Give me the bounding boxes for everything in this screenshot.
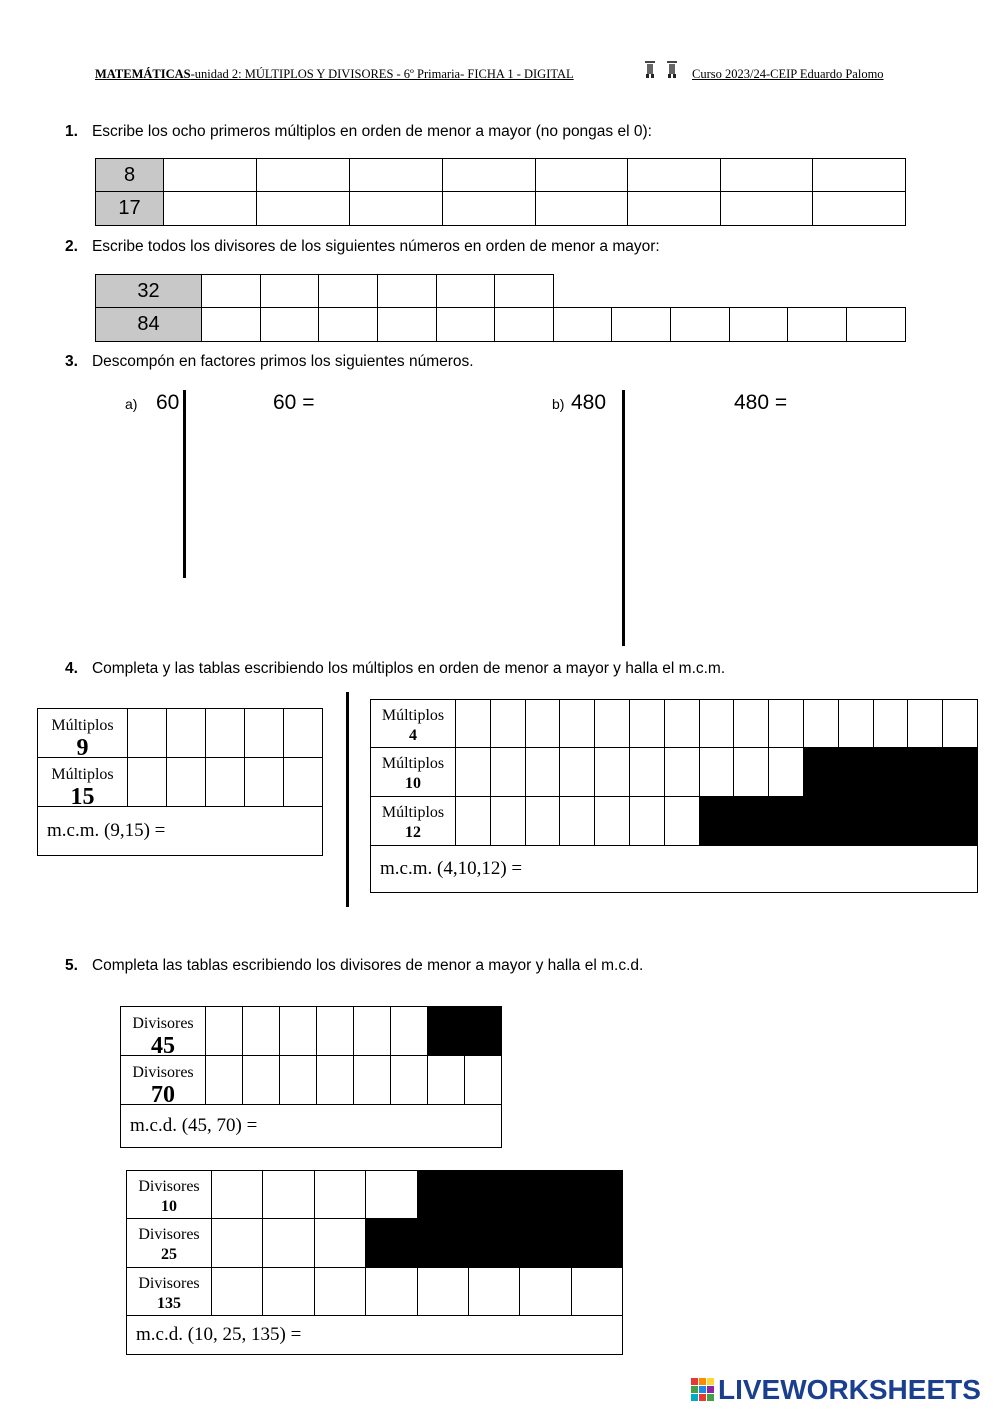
- q4-left-row-title: Múltiplos: [51, 766, 114, 783]
- q3-b-division-line: [622, 390, 625, 646]
- q4-right-blocked-cell: [907, 747, 943, 797]
- q4-right-blocked-cell: [803, 796, 839, 846]
- q5-t1-row-title: Divisores: [132, 1015, 194, 1032]
- q2-answer-cell[interactable]: [611, 307, 671, 342]
- q5-t1-answer-cell[interactable]: [242, 1006, 280, 1056]
- q1-answer-cell[interactable]: [349, 158, 443, 192]
- q5-t2-answer-cell[interactable]: [262, 1267, 314, 1316]
- q4-right-answer-cell[interactable]: [907, 699, 943, 748]
- q2-number: 2.: [65, 238, 78, 255]
- q5-t2-row-label: [126, 1267, 212, 1316]
- q5-t1-row-number: 45: [151, 1033, 175, 1059]
- q5-t1-answer-cell[interactable]: [279, 1006, 317, 1056]
- q4-separator-line: [346, 692, 349, 907]
- q2-answer-cell[interactable]: [436, 307, 495, 342]
- header-unit: -unidad 2: MÚLTIPLOS Y DIVISORES - 6º Primaria- FICHA 1 - DIGITAL: [190, 67, 574, 81]
- q2-answer-cell[interactable]: [318, 307, 378, 342]
- q1-answer-cell[interactable]: [163, 158, 257, 192]
- q1-answer-cell[interactable]: [256, 191, 350, 226]
- q4-right-answer-cell[interactable]: [664, 699, 700, 748]
- q2-answer-cell[interactable]: [494, 274, 554, 308]
- q2-answer-cell[interactable]: [201, 274, 261, 308]
- q4-right-blocked-cell: [873, 796, 909, 846]
- q4-right-answer-cell[interactable]: [768, 699, 804, 748]
- q4-right-row-label: [370, 747, 456, 797]
- q5-t2-answer-cell[interactable]: [365, 1170, 417, 1219]
- q4-right-answer-cell[interactable]: [525, 747, 561, 797]
- q5-t2-blocked-cell: [468, 1170, 520, 1219]
- q5-t2-row-label: [126, 1218, 212, 1268]
- q5-t2-blocked-cell: [571, 1170, 623, 1219]
- q4-right-blocked-cell: [873, 747, 909, 797]
- q4-right-answer-cell[interactable]: [838, 699, 874, 748]
- q2-instruction: [65, 238, 660, 256]
- q2-answer-cell[interactable]: [494, 307, 554, 342]
- q4-left-answer-cell[interactable]: [283, 757, 323, 807]
- q1-answer-cell[interactable]: [349, 191, 443, 226]
- q4-right-answer-cell[interactable]: [455, 796, 491, 846]
- q4-instruction: [65, 660, 725, 678]
- q4-right-blocked-cell: [803, 747, 839, 797]
- q5-t2-answer-cell[interactable]: [571, 1267, 623, 1316]
- q5-t1-row-title: Divisores: [132, 1064, 194, 1081]
- q4-left-answer-cell[interactable]: [205, 708, 245, 758]
- q4-left-row-label: [37, 757, 128, 810]
- q4-right-row-title: Múltiplos: [381, 804, 445, 821]
- q4-right-answer-cell[interactable]: [594, 699, 630, 748]
- q2-text: Escribe todos los divisores de los siguientes números en orden de menor a mayor:: [91, 238, 660, 255]
- q4-left-answer-cell[interactable]: [166, 708, 206, 758]
- liveworksheets-logo-icon: [690, 1377, 716, 1403]
- q4-right-row-title: Múltiplos: [381, 755, 445, 772]
- q2-row-label: 84: [95, 307, 202, 342]
- q4-right-answer-cell[interactable]: [594, 796, 630, 846]
- q5-t1-answer-cell[interactable]: [464, 1055, 502, 1105]
- q4-right-blocked-cell: [942, 796, 978, 846]
- q4-right-answer-cell[interactable]: [733, 747, 769, 797]
- header-subject: MATEMÁTICAS: [95, 67, 191, 81]
- q5-t2-result-label: m.c.d. (10, 25, 135) =: [136, 1324, 302, 1345]
- q3-a-result[interactable]: 60 =: [273, 391, 315, 414]
- q5-t2-blocked-cell: [468, 1218, 520, 1268]
- q2-answer-cell[interactable]: [729, 307, 788, 342]
- q4-left-answer-cell[interactable]: [283, 708, 323, 758]
- q4-right-answer-cell[interactable]: [490, 699, 526, 748]
- q4-right-blocked-cell: [907, 796, 943, 846]
- q5-t2-answer-cell[interactable]: [211, 1218, 263, 1268]
- q4-left-answer-cell[interactable]: [166, 757, 206, 807]
- q5-t2-answer-cell[interactable]: [262, 1170, 314, 1219]
- q5-t2-answer-cell[interactable]: [211, 1170, 263, 1219]
- q4-right-row-label: [370, 796, 456, 846]
- q5-t2-blocked-cell: [417, 1218, 469, 1268]
- q5-t2-blocked-cell: [519, 1170, 571, 1219]
- q5-t1-answer-cell[interactable]: [316, 1006, 354, 1056]
- q5-t2-row-title: Divisores: [138, 1275, 200, 1292]
- q4-left-answer-cell[interactable]: [127, 757, 167, 807]
- q4-right-answer-cell[interactable]: [629, 699, 665, 748]
- q5-t2-row-title: Divisores: [138, 1226, 200, 1243]
- q5-t1-answer-cell[interactable]: [316, 1055, 354, 1105]
- q4-right-answer-cell[interactable]: [559, 796, 595, 846]
- q5-t1-answer-cell[interactable]: [390, 1006, 428, 1056]
- q3-b-number: 480: [571, 391, 607, 414]
- q3-a-number: 60: [156, 391, 180, 414]
- q3-a-division-line: [183, 390, 186, 578]
- q5-t2-answer-cell[interactable]: [314, 1170, 366, 1219]
- q4-right-answer-cell[interactable]: [490, 747, 526, 797]
- q4-left-result-row[interactable]: [37, 806, 323, 856]
- q4-right-answer-cell[interactable]: [803, 699, 839, 748]
- q4-right-answer-cell[interactable]: [629, 796, 665, 846]
- q4-right-answer-cell[interactable]: [594, 747, 630, 797]
- q5-t2-row-label: [126, 1170, 212, 1219]
- q5-text: Completa las tablas escribiendo los divisores de menor a mayor y halla el m.c.d.: [91, 957, 644, 974]
- q4-left-row-number: 9: [76, 735, 89, 761]
- q4-right-answer-cell[interactable]: [559, 747, 595, 797]
- q4-right-blocked-cell: [699, 796, 735, 846]
- q1-answer-cell[interactable]: [627, 158, 721, 192]
- q1-row-label: 8: [95, 158, 164, 192]
- q1-answer-cell[interactable]: [720, 191, 813, 226]
- q4-right-answer-cell[interactable]: [768, 747, 804, 797]
- q2-answer-cell[interactable]: [553, 307, 612, 342]
- q5-t2-result-row[interactable]: [126, 1315, 623, 1355]
- q1-number: 1.: [65, 123, 78, 140]
- q5-t1-answer-cell[interactable]: [242, 1055, 280, 1105]
- q5-t1-row-label: [120, 1006, 206, 1059]
- q5-t2-answer-cell[interactable]: [468, 1267, 520, 1316]
- q5-t2-answer-cell[interactable]: [519, 1267, 571, 1316]
- q4-left-row-number: 15: [70, 784, 95, 810]
- q1-row-label: 17: [95, 191, 164, 226]
- q3-a-label: a): [125, 396, 138, 412]
- q5-instruction: [65, 957, 643, 975]
- q2-answer-cell[interactable]: [318, 274, 378, 308]
- q5-t1-answer-cell[interactable]: [390, 1055, 428, 1105]
- q5-t1-blocked-cell: [464, 1006, 502, 1056]
- q1-answer-cell[interactable]: [535, 158, 628, 192]
- q4-left-answer-cell[interactable]: [127, 708, 167, 758]
- q4-right-row-number: 4: [409, 727, 417, 744]
- liveworksheets-logo: [690, 1374, 981, 1406]
- q2-answer-cell[interactable]: [201, 307, 261, 342]
- q5-t2-answer-cell[interactable]: [211, 1267, 263, 1316]
- q4-left-row-label: [37, 708, 128, 761]
- q5-t1-row-number: 70: [151, 1082, 175, 1108]
- q2-answer-cell[interactable]: [846, 307, 906, 342]
- q4-right-blocked-cell: [838, 796, 874, 846]
- q5-t1-result-label: m.c.d. (45, 70) =: [130, 1115, 258, 1136]
- q5-t1-result-row[interactable]: [120, 1104, 502, 1148]
- q1-answer-cell[interactable]: [812, 191, 906, 226]
- q4-right-blocked-cell: [942, 747, 978, 797]
- q3-b-result[interactable]: 480 =: [734, 391, 788, 414]
- q4-right-answer-cell[interactable]: [559, 699, 595, 748]
- q4-right-answer-cell[interactable]: [699, 747, 735, 797]
- q5-t2-blocked-cell: [571, 1218, 623, 1268]
- q1-answer-cell[interactable]: [627, 191, 721, 226]
- q5-t1-answer-cell[interactable]: [205, 1006, 243, 1056]
- q5-t1-answer-cell[interactable]: [353, 1055, 391, 1105]
- q5-t1-answer-cell[interactable]: [353, 1006, 391, 1056]
- q4-right-blocked-cell: [768, 796, 804, 846]
- q4-right-answer-cell[interactable]: [455, 747, 491, 797]
- liveworksheets-brand-text: LIVEWORKSHEETS: [718, 1374, 981, 1405]
- q4-right-answer-cell[interactable]: [525, 796, 561, 846]
- q5-t2-answer-cell[interactable]: [365, 1267, 417, 1316]
- q2-answer-cell[interactable]: [260, 307, 319, 342]
- q5-t2-row-number: 135: [157, 1295, 181, 1312]
- header-line: [95, 67, 574, 82]
- q5-t2-blocked-cell: [519, 1218, 571, 1268]
- q5-t2-answer-cell[interactable]: [262, 1218, 314, 1268]
- q4-right-answer-cell[interactable]: [455, 699, 491, 748]
- q4-right-answer-cell[interactable]: [733, 699, 769, 748]
- q4-right-answer-cell[interactable]: [664, 747, 700, 797]
- q1-answer-cell[interactable]: [163, 191, 257, 226]
- q5-t2-answer-cell[interactable]: [314, 1218, 366, 1268]
- q5-t2-row-number: 25: [161, 1246, 177, 1263]
- q4-right-answer-cell[interactable]: [525, 699, 561, 748]
- q5-t2-row-number: 10: [161, 1198, 177, 1215]
- q2-answer-cell[interactable]: [670, 307, 730, 342]
- q1-answer-cell[interactable]: [535, 191, 628, 226]
- q5-t1-blocked-cell: [427, 1006, 465, 1056]
- q1-answer-cell[interactable]: [812, 158, 906, 192]
- q1-answer-cell[interactable]: [442, 191, 536, 226]
- q3-text: Descompón en factores primos los siguientes números.: [91, 353, 474, 370]
- q4-right-answer-cell[interactable]: [664, 796, 700, 846]
- q4-right-answer-cell[interactable]: [699, 699, 735, 748]
- q4-right-answer-cell[interactable]: [942, 699, 978, 748]
- q2-answer-cell[interactable]: [377, 307, 437, 342]
- q4-right-answer-cell[interactable]: [629, 747, 665, 797]
- q1-answer-cell[interactable]: [720, 158, 813, 192]
- q3-instruction: [65, 353, 474, 371]
- q4-right-blocked-cell: [733, 796, 769, 846]
- q4-left-result-label: m.c.m. (9,15) =: [47, 820, 166, 841]
- q5-t1-answer-cell[interactable]: [205, 1055, 243, 1105]
- q5-number: 5.: [65, 957, 78, 974]
- q3-number: 3.: [65, 353, 78, 370]
- q3-b-label: b): [552, 396, 565, 412]
- q5-t2-blocked-cell: [417, 1170, 469, 1219]
- q1-answer-cell[interactable]: [442, 158, 536, 192]
- q4-number: 4.: [65, 660, 78, 677]
- q5-t1-row-label: [120, 1055, 206, 1108]
- q2-answer-cell[interactable]: [260, 274, 319, 308]
- q4-left-answer-cell[interactable]: [244, 757, 284, 807]
- q5-t2-answer-cell[interactable]: [417, 1267, 469, 1316]
- q1-answer-cell[interactable]: [256, 158, 350, 192]
- q4-left-answer-cell[interactable]: [205, 757, 245, 807]
- q4-right-row-number: 10: [405, 775, 421, 792]
- q2-answer-cell[interactable]: [436, 274, 495, 308]
- q2-answer-cell[interactable]: [787, 307, 847, 342]
- q2-answer-cell[interactable]: [377, 274, 437, 308]
- q5-t2-blocked-cell: [365, 1218, 417, 1268]
- q4-left-row-title: Múltiplos: [51, 717, 114, 734]
- q4-right-blocked-cell: [838, 747, 874, 797]
- q4-right-row-number: 12: [405, 824, 421, 841]
- q5-t1-answer-cell[interactable]: [279, 1055, 317, 1105]
- q4-right-row-title: Múltiplos: [381, 707, 445, 724]
- q4-left-answer-cell[interactable]: [244, 708, 284, 758]
- q4-right-answer-cell[interactable]: [490, 796, 526, 846]
- q2-row-label: 32: [95, 274, 202, 308]
- q4-right-answer-cell[interactable]: [873, 699, 909, 748]
- q4-right-row-label: [370, 699, 456, 748]
- q4-right-result-label: m.c.m. (4,10,12) =: [380, 858, 523, 879]
- q5-t1-answer-cell[interactable]: [427, 1055, 465, 1105]
- q5-t2-answer-cell[interactable]: [314, 1267, 366, 1316]
- q4-right-result-row[interactable]: [370, 845, 978, 893]
- header-figures-icon: [641, 58, 683, 80]
- header-course: Curso 2023/24-CEIP Eduardo Palomo: [692, 67, 884, 81]
- q1-instruction: [65, 123, 652, 141]
- q1-text: Escribe los ocho primeros múltiplos en orden de menor a mayor (no pongas el 0):: [91, 123, 652, 140]
- q5-t2-row-title: Divisores: [138, 1178, 200, 1195]
- q4-text: Completa y las tablas escribiendo los múltiplos en orden de menor a mayor y halla el m.c.m.: [91, 660, 726, 677]
